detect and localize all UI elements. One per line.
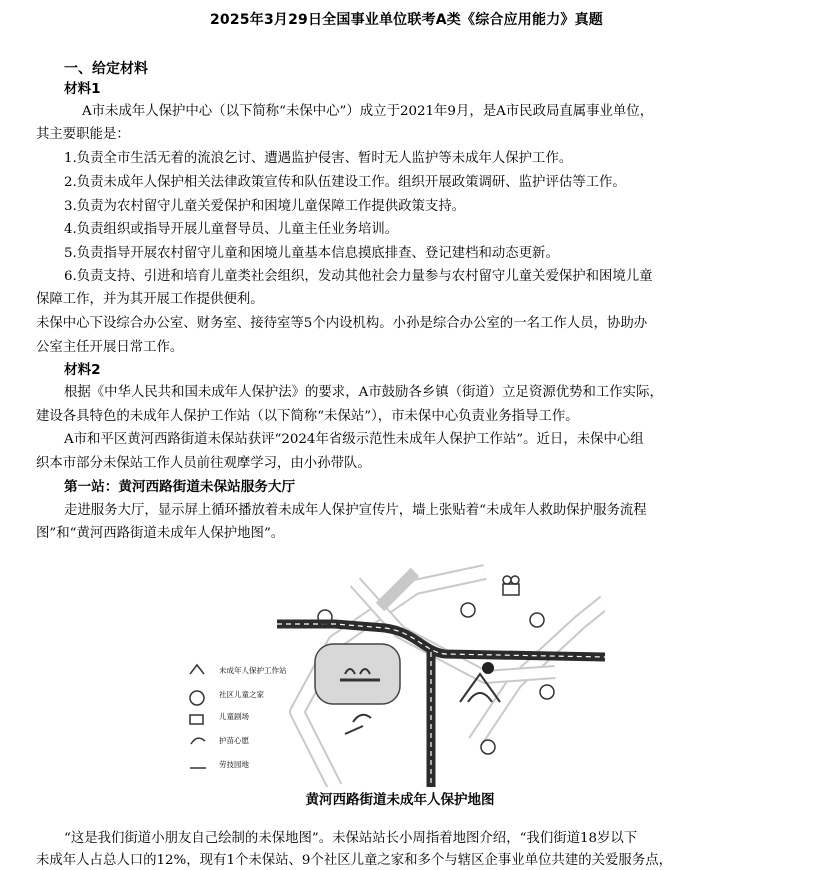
m1-item-3: 3.负责为农村留守儿童关爱保护和困境儿童保障工作提供政策支持。: [64, 199, 466, 214]
material-1-heading: 材料1: [64, 81, 101, 97]
m1-item-5: 5.负责指导开展农村留守儿童和困境儿童基本信息摸底排查、登记建档和动态更新。: [64, 246, 559, 261]
m1-item-2: 2.负责未成年人保护相关法律政策宣传和队伍建设工作。组织开展政策调研、监护评估等工作。: [64, 175, 626, 190]
m1-office-line-2: 公室主任开展日常工作。: [36, 340, 184, 355]
material-2-heading: 材料2: [64, 362, 101, 378]
legend-label-labor: 劳技园地: [219, 760, 249, 769]
m2-p3-line-2: 图”和“黄河西路街道未成年人保护地图”。: [36, 526, 285, 541]
m2-p4-line-1: “这是我们街道小朋友自己绘制的未保地图”。未保站站长小周指着地图介绍，“我们街道18岁以下: [64, 831, 638, 846]
m1-item-6: 6.负责支持、引进和培育儿童类社会组织，发动其他社会力量参与农村留守儿童关爱保护和困境儿童: [64, 269, 653, 284]
section-heading: 一、给定材料: [64, 61, 148, 77]
m2-p3-line-1: 走进服务大厅，显示屏上循环播放着未成年人保护宣传片，墙上张贴着“未成年人救助保护服务流程: [64, 503, 647, 518]
m1-item-4: 4.负责组织或指导开展儿童督导员、儿童主任业务培训。: [64, 222, 399, 237]
m2-p2-line-1: A市和平区黄河西路街道未保站获评“2024年省级示范性未成年人保护工作站”。近日，未保中心组: [64, 432, 644, 447]
m1-intro-line-1: A市未成年人保护中心（以下简称“未保中心”）成立于2021年9月，是A市民政局直属事业单位，: [82, 104, 654, 119]
document-title: 2025年3月29日全国事业单位联考A类《综合应用能力》真题: [209, 12, 604, 28]
hand-heart-icon: [345, 715, 371, 734]
m1-intro-line-2: 其主要职能是：: [36, 127, 130, 142]
legend-label-wish: 护苗心愿: [219, 736, 249, 745]
m1-item-1: 1.负责全市生活无着的流浪乞讨、遭遇监护侵害、暂时无人监护等未成年人保护工作。: [64, 151, 573, 166]
theater-icon: [503, 576, 519, 595]
legend-label-station: 未成年人保护工作站: [219, 666, 287, 675]
m2-p1-line-1: 根据《中华人民共和国未成年人保护法》的要求，A市鼓励各乡镇（街道）立足资源优势和工作实际，: [64, 385, 663, 400]
m2-p2-line-2: 织本市部分未保站工作人员前往观摩学习，由小孙带队。: [36, 456, 371, 471]
m2-p1-line-2: 建设各具特色的未成年人保护工作站（以下简称“未保站”），市未保中心负责业务指导工作。: [36, 409, 579, 424]
m2-p4-line-2: 未成年人占总人口的12%，现有1个未保站、9个社区儿童之家和多个与辖区企事业单位共建的关爱服务点，: [36, 853, 672, 868]
legend-icons: [190, 665, 206, 768]
m1-item-6-continued: 保障工作，并为其开展工作提供便利。: [36, 292, 264, 307]
protection-map-figure: [185, 562, 605, 812]
map-caption: 黄河西路街道未成年人保护地图: [305, 792, 495, 808]
park-block: [315, 644, 400, 704]
m1-office-line-1: 未保中心下设综合办公室、财务室、接待室等5个内设机构。小孙是综合办公室的一名工作人员，协助办: [36, 316, 648, 331]
legend-label-children-home: 社区儿童之家: [219, 690, 264, 699]
legend-label-theater: 儿童剧场: [219, 712, 249, 721]
stop-1-heading: 第一站：黄河西路街道未保站服务大厅: [64, 479, 296, 495]
